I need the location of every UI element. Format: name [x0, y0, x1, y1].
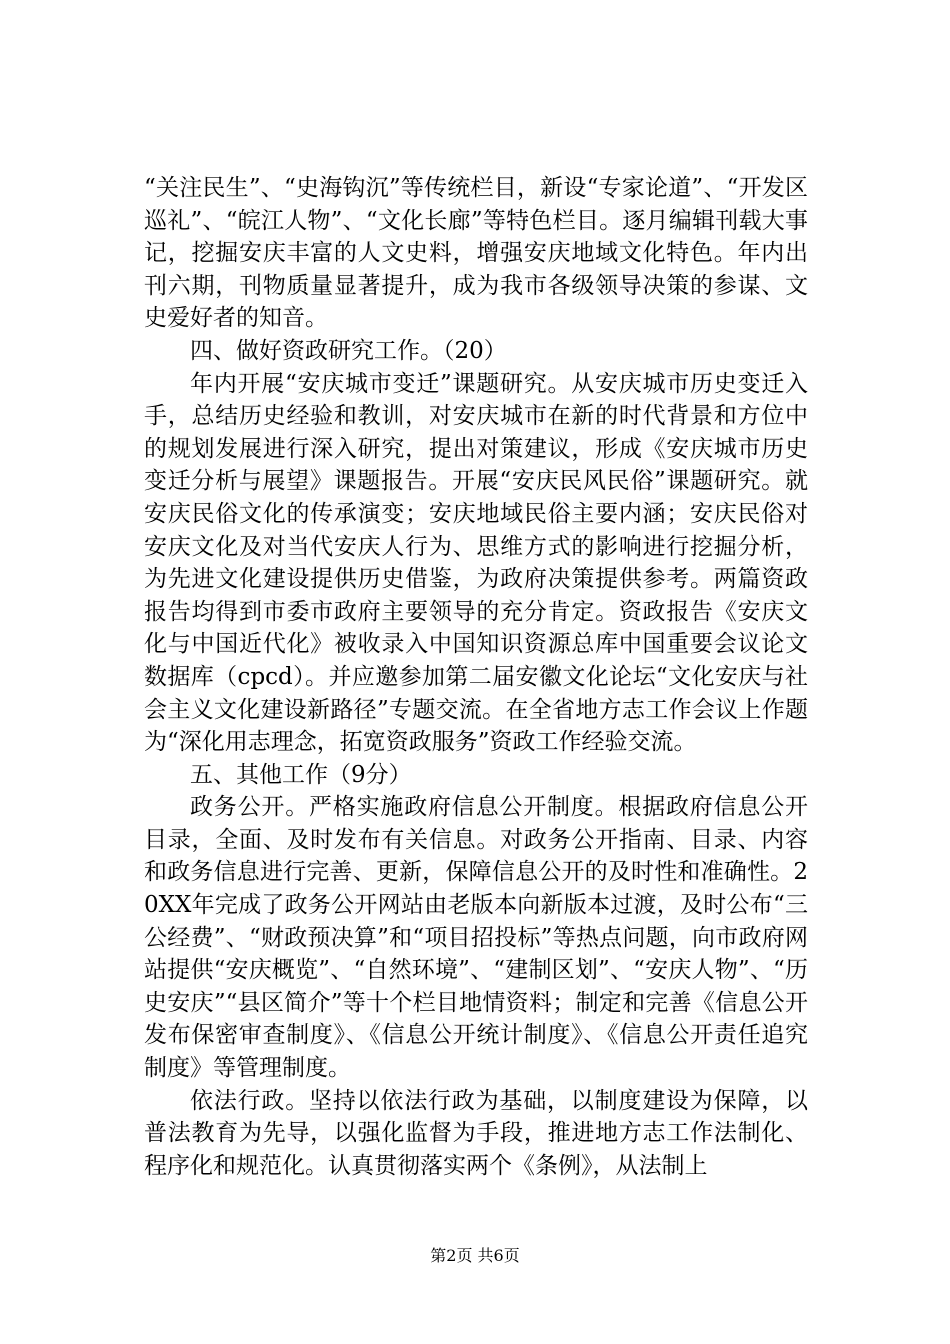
- paragraph-continuation: “关注民生”、“史海钩沉”等传统栏目，新设“专家论道”、“开发区巡礼”、“皖江人物”、“文化长廊”等特色栏目。逐月编辑刊载大事记，挖掘安庆丰富的人文史料，增强安庆地域文化特色。年内出刊六期，刊物质量显著提升，成为我市各级领导决策的参谋、文史爱好者的知音。: [144, 175, 808, 332]
- paragraph-government-affairs: 政务公开。严格实施政府信息公开制度。根据政府信息公开目录，全面、及时发布有关信息。对政务公开指南、目录、内容和政务信息进行完善、更新，保障信息公开的及时性和准确性。20XX年完成了政务公开网站由老版本向新版本过渡，及时公布“三公经费”、“财政预决算”和“项目招投标”等热点问题，向市政府网站提供“安庆概览”、“自然环境”、“建制区划”、“安庆人物”、“历史安庆”“县区简介”等十个栏目地情资料；制定和完善《信息公开发布保密审查制度》、《信息公开统计制度》、《信息公开责任追究制度》等管理制度。: [144, 794, 808, 1082]
- document-body: [144, 172, 808, 1182]
- page-number-footer: 第2页 共6页: [430, 1246, 520, 1265]
- section-heading-other-work: 五、其他工作（9分）: [190, 761, 412, 788]
- paragraph-research: 年内开展“安庆城市变迁”课题研究。从安庆城市历史变迁入手，总结历史经验和教训，对安庆城市在新的时代背景和方位中的规划发展进行深入研究，提出对策建议，形成《安庆城市历史变迁分析与展望》课题报告。开展“安庆民风民俗”课题研究。就安庆民俗文化的传承演变；安庆地域民俗主要内涵；安庆民俗对安庆文化及对当代安庆人行为、思维方式的影响进行挖掘分析，为先进文化建设提供历史借鉴，为政府决策提供参考。两篇资政报告均得到市委市政府主要领导的充分肯定。资政报告《安庆文化与中国近代化》被收录入中国知识资源总库中国重要会议论文数据库（cpcd）。并应邀参加第二届安徽文化论坛“文化安庆与社会主义文化建设新路径”专题交流。在全省地方志工作会议上作题为“深化用志理念，拓宽资政服务”资政工作经验交流。: [144, 370, 808, 756]
- section-heading-research: 四、做好资政研究工作。（20）: [190, 337, 507, 364]
- paragraph-rule-of-law: 依法行政。坚持以依法行政为基础，以制度建设为保障，以普法教育为先导，以强化监督为手段，推进地方志工作法制化、程序化和规范化。认真贯彻落实两个《条例》，从法制上: [144, 1087, 808, 1179]
